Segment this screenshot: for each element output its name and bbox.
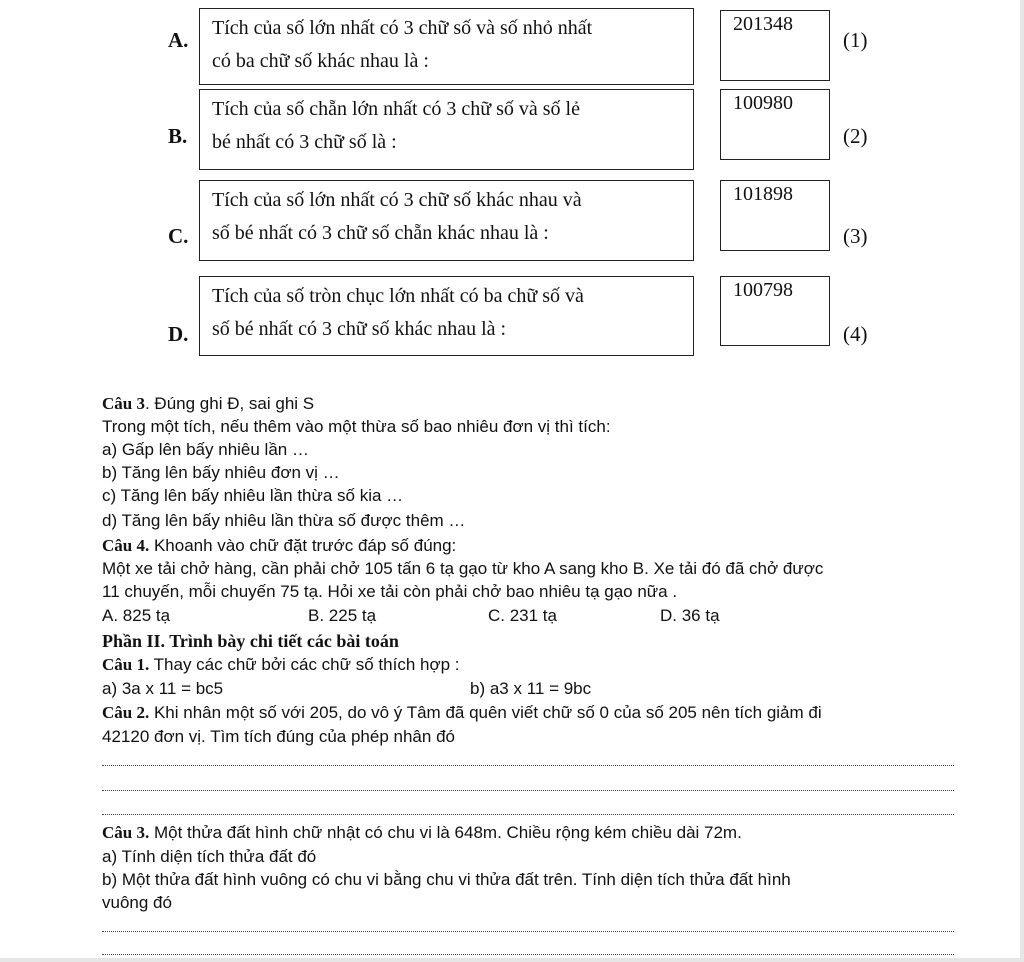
answer-dotted-line [102,931,954,932]
option-letter-a: A. [168,28,189,52]
cau4-line-1: Một xe tải chở hàng, cần phải chở 105 tấn 6 tạ gạo từ kho A sang kho B. Xe tải đó đã chở được [102,559,824,578]
cau3-option-c: c) Tăng lên bấy nhiêu lần thừa số kia … [102,486,404,505]
question-b-line-2: bé nhất có 3 chữ số là : [212,131,397,153]
part2-q2-text-1: Khi nhân một số với 205, do vô ý Tâm đã quên viết chữ số 0 của số 205 nên tích giảm đi [149,703,822,722]
cau4-answer-a: A. 825 tạ [102,606,171,625]
answer-box-1 [720,10,830,81]
part2-q1-a: a) 3a x 11 = bc5 [102,679,224,698]
answer-index-1: (1) [843,28,868,52]
answer-box-3 [720,180,830,251]
part2-q1-label: Câu 1. [102,655,150,674]
option-letter-d: D. [168,322,189,346]
answer-box-2 [720,89,830,160]
part2-q1-b: b) a3 x 11 = 9bc [470,679,592,698]
question-d-line-1: Tích của số tròn chục lớn nhất có ba chữ số và [212,285,584,307]
answer-box-4 [720,276,830,346]
part2-q3-a: a) Tính diện tích thửa đất đó [102,847,317,866]
answer-dotted-line [102,954,954,955]
cau4-heading [102,535,456,558]
cau3-option-a: a) Gấp lên bấy nhiêu lần … [102,440,309,459]
cau4-answer-b: B. 225 tạ [308,606,377,625]
answer-value-3: 101898 [733,183,793,205]
answer-index-2: (2) [843,124,868,148]
part2-q3-b-line-1: b) Một thửa đất hình vuông có chu vi bằng chu vi thửa đất trên. Tính diện tích thửa đất hình [102,870,791,889]
cau3-option-b: b) Tăng lên bấy nhiêu đơn vị … [102,463,340,482]
part2-q2-label: Câu 2. [102,703,150,722]
question-box-b [199,89,694,170]
cau3-lead: Trong một tích, nếu thêm vào một thừa số bao nhiêu đơn vị thì tích: [102,417,611,436]
part2-q3-title: Một thửa đất hình chữ nhật có chu vi là 648m. Chiều rộng kém chiều dài 72m. [149,823,742,842]
question-a-line-2: có ba chữ số khác nhau là : [212,50,429,72]
answer-value-4: 100798 [733,279,793,301]
cau3-label: Câu 3 [102,394,145,413]
answer-index-3: (3) [843,224,868,248]
cau4-answer-c: C. 231 tạ [488,606,557,625]
option-letter-b: B. [168,124,188,148]
option-letter-c: C. [168,224,189,248]
cau4-title: Khoanh vào chữ đặt trước đáp số đúng: [149,536,457,555]
question-d-line-2: số bé nhất có 3 chữ số khác nhau là : [212,318,507,340]
answer-value-2: 100980 [733,92,793,114]
cau4-answer-d: D. 36 tạ [660,606,720,625]
cau4-line-2: 11 chuyến, mỗi chuyến 75 tạ. Hỏi xe tải còn phải chở bao nhiêu tạ gạo nữa . [102,582,678,601]
part2-heading: Phần II. Trình bày chi tiết các bài toán [102,631,399,651]
question-b-line-1: Tích của số chẵn lớn nhất có 3 chữ số và số lẻ [212,98,580,120]
part2-q2-line-2: 42120 đơn vị. Tìm tích đúng của phép nhân đó [102,727,455,746]
part2-q2-line-1 [102,702,822,725]
answer-dotted-line [102,790,954,791]
part2-q1-title: Thay các chữ bởi các chữ số thích hợp : [149,655,460,674]
question-a-line-1: Tích của số lớn nhất có 3 chữ số và số nhỏ nhất [212,17,593,39]
cau3-heading [102,393,314,416]
part2-q3-heading [102,822,742,845]
question-box-a [199,8,694,85]
question-c-line-2: số bé nhất có 3 chữ số chẵn khác nhau là : [212,222,549,244]
cau3-title: . Đúng ghi Đ, sai ghi S [144,394,315,413]
part2-q1-heading [102,654,460,677]
part2-q3-label: Câu 3. [102,823,150,842]
cau4-label: Câu 4. [102,536,150,555]
answer-value-1: 201348 [733,13,793,35]
part2-q3-b-line-2: vuông đó [102,893,172,912]
page-right-edge [1020,0,1024,962]
question-box-d [199,276,694,356]
answer-dotted-line [102,765,954,766]
question-box-c [199,180,694,261]
cau3-option-d: d) Tăng lên bấy nhiêu lần thừa số được thêm … [102,511,466,530]
answer-dotted-line [102,814,954,815]
question-c-line-1: Tích của số lớn nhất có 3 chữ số khác nhau và [212,189,582,211]
top-scroll-strip [0,0,1024,3]
answer-index-4: (4) [843,322,868,346]
page-bottom-edge [0,958,1024,962]
